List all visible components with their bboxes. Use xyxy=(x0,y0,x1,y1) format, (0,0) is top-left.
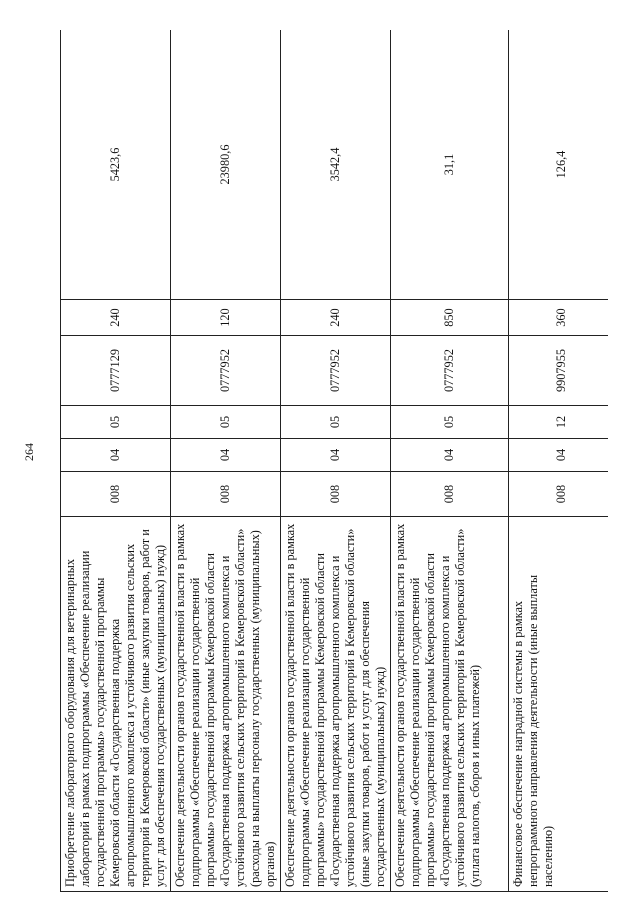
row-description: Обеспечение деятельности органов государственной власти в рамках подпрограммы «Обеспечение реализации государственной программы» государственной программы Кемеровской области «Государственная поддержка агропромышленного комплекса и устойчивого развития сельских территорий в Кемеровской области» (иные закупки товаров, работ и услуг для обеспечения государственных (муниципальных) нужд) xyxy=(281,517,391,892)
budget-table-sheet xyxy=(60,30,608,892)
amount: 5423,6 xyxy=(61,30,171,300)
section-code: 04 xyxy=(171,439,281,472)
budget-table xyxy=(60,30,608,892)
row-description: Обеспечение деятельности органов государственной власти в рамках подпрограммы «Обеспечение реализации государственной программы» государственной программы Кемеровской области «Государственная поддержка агропромышленного комплекса и устойчивого развития сельских территорий в Кемеровской области» (расходы на выплаты персоналу государственных (муниципальных) органов) xyxy=(171,517,281,892)
ministry-code: 008 xyxy=(281,472,391,517)
expense-type-code: 850 xyxy=(391,300,509,336)
subsection-code: 05 xyxy=(61,406,171,439)
target-code: 0777952 xyxy=(171,336,281,406)
section-code: 04 xyxy=(509,439,609,472)
amount: 126,4 xyxy=(509,30,609,300)
table-row xyxy=(281,30,391,892)
amount: 23980,6 xyxy=(171,30,281,300)
section-code: 04 xyxy=(281,439,391,472)
section-code: 04 xyxy=(391,439,509,472)
subsection-code: 05 xyxy=(391,406,509,439)
amount: 31,1 xyxy=(391,30,509,300)
rotated-table-wrapper xyxy=(60,30,608,892)
subsection-code: 12 xyxy=(509,406,609,439)
target-code: 0777952 xyxy=(391,336,509,406)
expense-type-code: 360 xyxy=(509,300,609,336)
table-row xyxy=(61,30,171,892)
subsection-code: 05 xyxy=(281,406,391,439)
subsection-code: 05 xyxy=(171,406,281,439)
table-row xyxy=(171,30,281,892)
row-description: Финансовое обеспечение наградной системы в рамках непрограммного направления деятельности (иные выплаты населению) xyxy=(509,517,609,892)
target-code: 9907955 xyxy=(509,336,609,406)
table-row xyxy=(391,30,509,892)
row-description: Приобретение лабораторного оборудования для ветеринарных лабораторий в рамках подпрограммы «Обеспечение реализации государственной программы» государственной программы Кемеровской области «Государственная поддержка агропромышленного комплекса и устойчивого развития сельских территорий в Кемеровской области» (иные закупки товаров, работ и услуг для обеспечения государственных (муниципальных) нужд) xyxy=(61,517,171,892)
row-description: Обеспечение деятельности органов государственной власти в рамках подпрограммы «Обеспечение реализации государственной программы» государственной программы Кемеровской области «Государственная поддержка агропромышленного комплекса и устойчивого развития сельских территорий в Кемеровской области» (уплата налогов, сборов и иных платежей) xyxy=(391,517,509,892)
amount: 3542,4 xyxy=(281,30,391,300)
ministry-code: 008 xyxy=(171,472,281,517)
target-code: 0777952 xyxy=(281,336,391,406)
expense-type-code: 240 xyxy=(61,300,171,336)
ministry-code: 008 xyxy=(509,472,609,517)
table-row xyxy=(509,30,609,892)
expense-type-code: 240 xyxy=(281,300,391,336)
target-code: 0777129 xyxy=(61,336,171,406)
page-number: 264 xyxy=(22,443,36,461)
ministry-code: 008 xyxy=(61,472,171,517)
section-code: 04 xyxy=(61,439,171,472)
ministry-code: 008 xyxy=(391,472,509,517)
expense-type-code: 120 xyxy=(171,300,281,336)
